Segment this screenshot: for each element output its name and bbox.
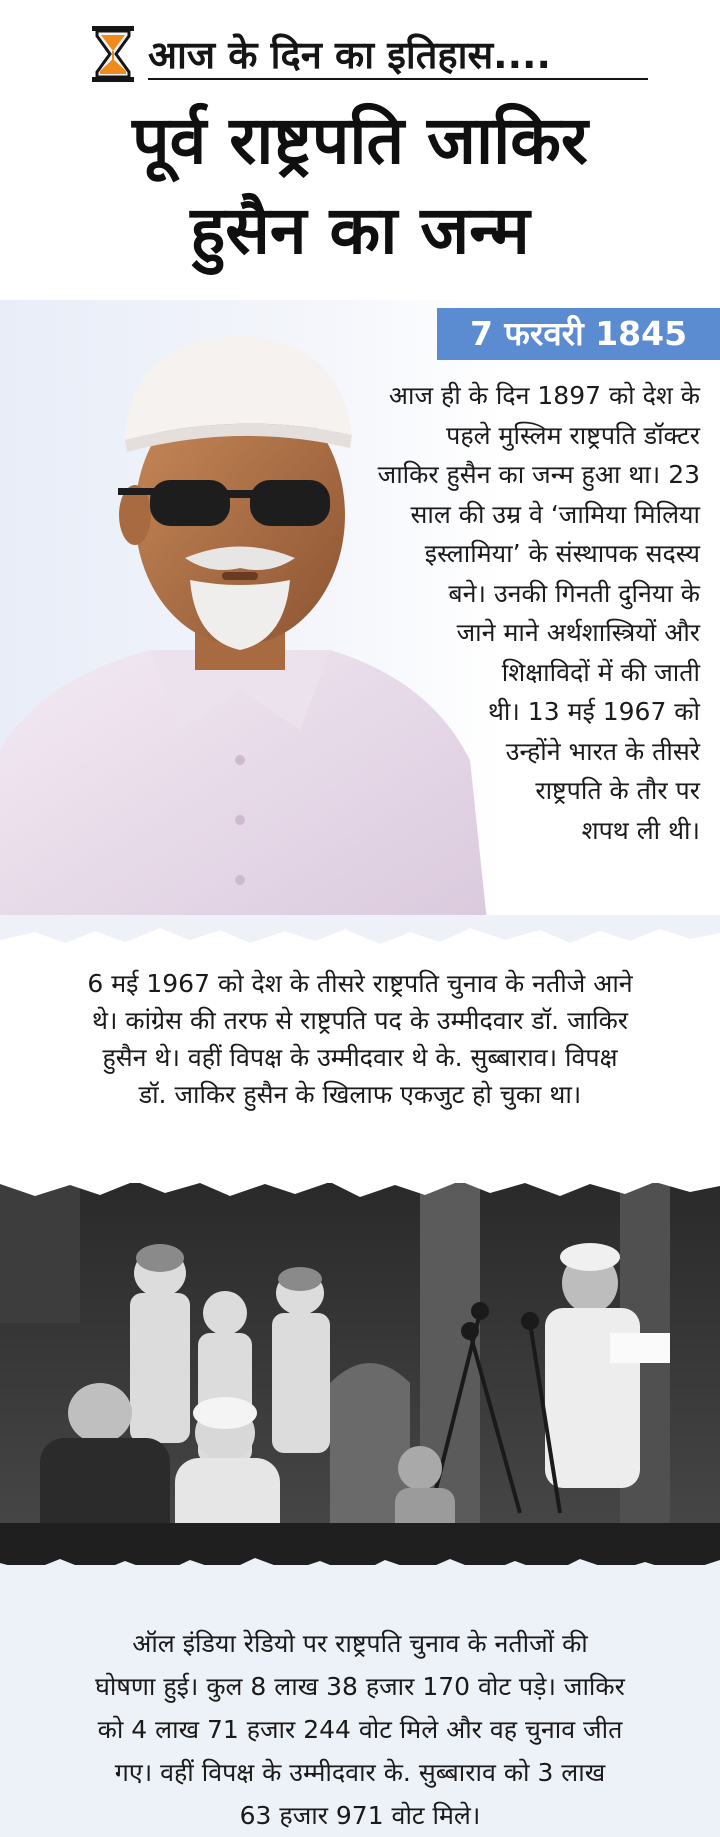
torn-paper-edge <box>0 915 720 955</box>
headline-line: पूर्व राष्ट्रपति जाकिर <box>132 102 588 179</box>
bio-line: थी। 13 मई 1967 को <box>487 697 700 726</box>
bio-line: बने। उनकी गिनती दुनिया के <box>448 578 700 608</box>
hourglass-icon <box>90 26 136 82</box>
middle-line: हुसैन थे। वहीं विपक्ष के उम्मीदवार थे के. सुब्बाराव। विपक्ष <box>102 1043 618 1072</box>
header <box>0 0 720 300</box>
torn-paper-edge <box>0 1170 720 1200</box>
kicker-text: आज के दिन का इतिहास.... <box>148 33 551 77</box>
bio-line: उन्होंने भारत के तीसरे <box>505 736 700 766</box>
bio-line: साल की उम्र वे ‘जामिया मिलिया <box>410 499 700 529</box>
bio-line: आज ही के दिन 1897 को देश के <box>388 381 700 410</box>
kicker-underline <box>148 78 648 80</box>
oath-ceremony-photo <box>0 1183 720 1578</box>
bottom-section <box>0 1565 720 1837</box>
headline-line: हुसैन का जन्म <box>190 192 530 269</box>
bio-line: पहले मुस्लिम राष्ट्रपति डॉक्टर <box>446 420 700 450</box>
bio-text <box>300 376 700 850</box>
kicker <box>90 22 650 82</box>
date-badge: 7 फरवरी 1845 <box>437 308 720 360</box>
bio-line: इस्लामिया’ के संस्थापक सदस्य <box>424 539 700 568</box>
bottom-line: 63 हजार 971 वोट मिले। <box>239 1801 481 1830</box>
torn-paper-edge <box>0 1547 720 1581</box>
bio-line: जाने माने अर्थशास्त्रियों और <box>456 618 700 647</box>
bottom-line: ऑल इंडिया रेडियो पर राष्ट्रपति चुनाव के नतीजों की <box>132 1629 588 1658</box>
bio-line: शिक्षाविदों में की जाती <box>501 657 700 687</box>
bio-line: राष्ट्रपति के तौर पर <box>535 776 700 805</box>
bottom-line: घोषणा हुई। कुल 8 लाख 38 हजार 170 वोट पड़े। जाकिर <box>95 1672 625 1701</box>
portrait-section <box>0 300 720 940</box>
bottom-line: को 4 लाख 71 हजार 244 वोट मिले और वह चुनाव जीत <box>97 1715 623 1744</box>
bottom-line: गए। वहीं विपक्ष के उम्मीदवार के. सुब्बाराव को 3 लाख <box>114 1758 606 1787</box>
bottom-paragraph <box>0 1622 720 1837</box>
middle-line: 6 मई 1967 को देश के तीसरे राष्ट्रपति चुनाव के नतीजे आने <box>87 969 633 998</box>
middle-paragraph <box>0 965 720 1113</box>
photo-illustration <box>0 1183 720 1578</box>
middle-line: थे। कांग्रेस की तरफ से राष्ट्रपति पद के उम्मीदवार डॉ. जाकिर <box>91 1006 629 1035</box>
headline <box>0 96 720 276</box>
bio-line: शपथ ली थी। <box>581 815 700 845</box>
middle-line: डॉ. जाकिर हुसैन के खिलाफ एकजुट हो चुका था। <box>138 1080 582 1109</box>
bio-line: जाकिर हुसैन का जन्म हुआ था। 23 <box>377 460 700 489</box>
